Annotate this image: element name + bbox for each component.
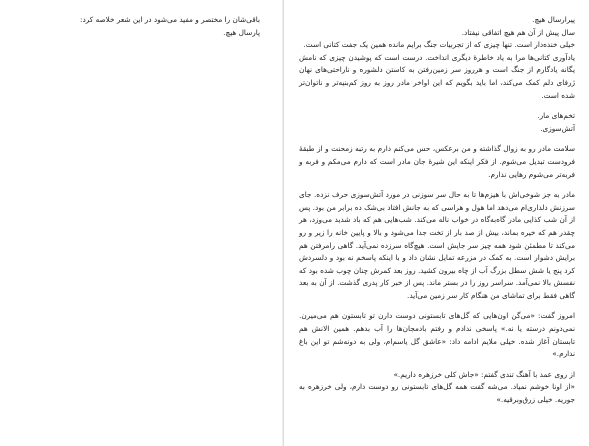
paragraph-gap — [299, 102, 575, 110]
paragraph: سلامت مادر رو به زوال گذاشته و من برعکس، حس می‌کنم دارم به رتبه ز‌محنت و از طبقه‌ٔ فرودست تبدیل می‌شوم. از فکر اینکه این شیرهٔ جان مادر است که دارم می‌مکم و فربه و فربه‌تر می‌شوم رهایی ندارم. — [299, 144, 575, 179]
left-line-1: باقی‌شان را مختصر و مفید می‌شود در این شعر خلاصه کرد: — [80, 15, 260, 24]
paragraph-gap — [299, 135, 575, 143]
right-page — [284, 0, 589, 446]
paragraph: از روی عمد با آهنگ تندی گفتم: «جاش کلی خرزهره داریم.» — [393, 369, 575, 379]
paragraph: آتش‌سوزی. — [540, 123, 575, 133]
paragraph-gap — [299, 181, 575, 189]
paragraph: خیلی خنده‌دار است. تنها چیزی که از تجربیات جنگ برایم مانده همین یک جفت کتانی است. — [303, 40, 575, 50]
paragraph: «از اونا خوشم نمیاد. می‌شه گفت همه گل‌های تابستونی رو دوست دارم، ولی خرزهره به جوریه. خیلی زرق‌وبرقیه.» — [299, 382, 575, 405]
paragraph-gap — [299, 302, 575, 310]
paragraph: یادآوری کتانی‌ها مرا به یاد خاطره‌ٔ دیگری انداخت. درست است که پوشیدن چیزی که نامش یگانه یادگارم از جنگ است و هرروز سر زمین‌رفتن به کاستن دلشوره و ناراحتی‌های نهان ژرفای دلم کمک می‌کند، اما باید بگویم که این اواخر مادر روز به روز کم‌بنیه‌تر و ناتوان‌تر شده است. — [299, 52, 575, 100]
paragraph: امروز گفت: «می‌گن اون‌هایی که گل‌های تابستونی دوست دارن تو تابستون هم می‌میرن. نمی‌دونم درسته یا نه.» پاسخی ندادم و رفتم باد‌مجان‌ها را آب بدهم. همین الانش هم تابستان آغاز شده. خیلی ملایم ادامه داد: «عاشق گل یاسم‌ام، ولی به دونه‌شم تو این باغ ندارم.» — [299, 311, 575, 359]
left-page-text — [20, 14, 260, 39]
paragraph: مادر به جز شوخی‌اش با هیزم‌ها تا به حال سر سوزنی در مورد آتش‌سوزی حرف نزده. جای سرزنش دلداری‌ام می‌دهد اما هول و هراسی که به جانش افتاد بی‌شک ده برابر من بود. پس از آن شب کذایی مادر گاه‌به‌گاه در خواب ناله می‌کند. شب‌هایی هم که باد شدید می‌وزد، هر چقدر هم که خیره بماند، بیش از صد بار از تخت جدا می‌شود و بالا و پایین خانه را زیر و رو می‌کند تا مطمئن شود همه چیز سر جایش است. هیچ‌گاه سرزده نمی‌آید. گاهی را‌مرفتن هم برایش دشوار است. به کمک در مزرعه تمایل نشان داد و با اینکه پاسخم نه بود و دلسردش کرد پنج یا شش سطل بزرگ آب از چاه بیرون کشید. روز بعد کمرش چنان چوب شده بود که نفسش بالا نمی‌آمد. سراسر روز را در بستر ماند. پس از خبر کار پدری گذشت. از آن به بعد گاهی فقط برای تماشای من هنگام کار سر زمین می‌آید. — [299, 190, 575, 300]
right-page-text — [299, 14, 575, 407]
paragraph: پیرارسال هیچ. — [532, 15, 575, 24]
left-page — [0, 0, 282, 446]
paragraph: تخم‌های مار. — [537, 111, 575, 121]
left-line-2: پارسال هیچ. — [223, 27, 260, 37]
paragraph: سال پیش از آن هم هیچ اتفاقی نیفتاد. — [461, 27, 575, 37]
paragraph-gap — [299, 361, 575, 369]
